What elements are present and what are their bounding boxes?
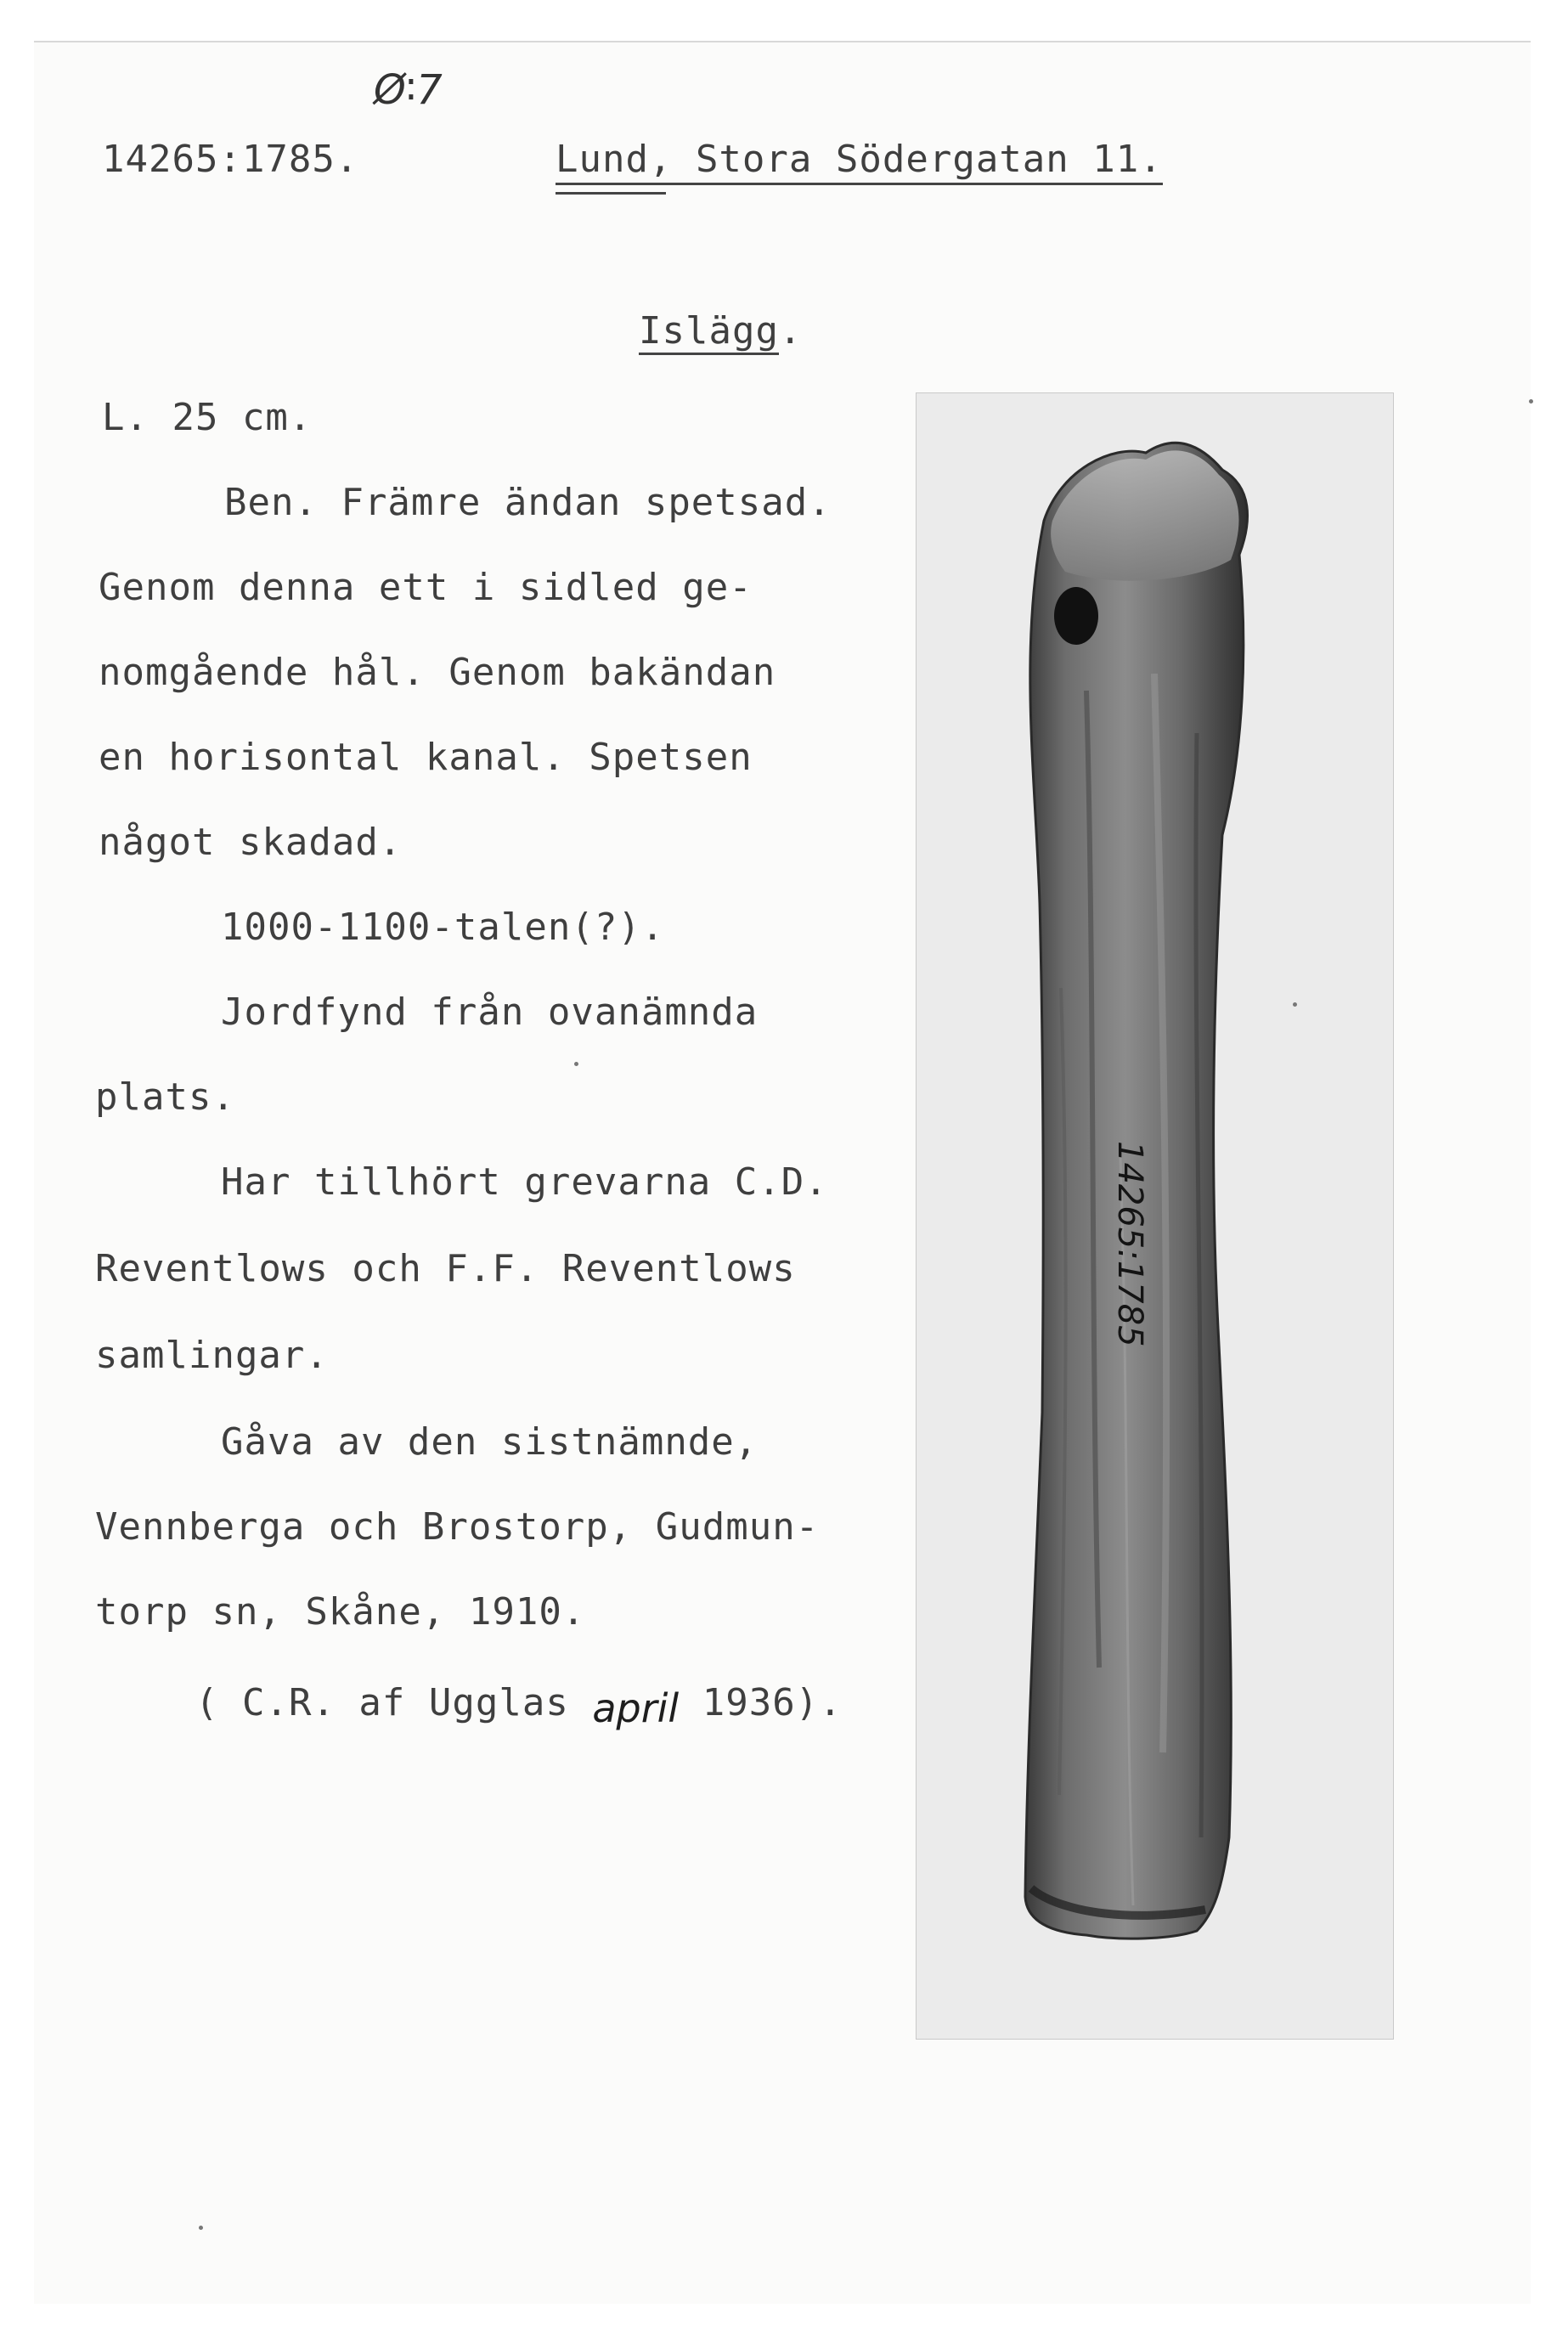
card-speck [199, 2226, 203, 2230]
desc-line-2: Genom denna ett i sidled ge- [99, 566, 753, 609]
signature-line [195, 1679, 843, 1731]
object-photo [916, 392, 1394, 2040]
signature-suffix: 1936). [702, 1681, 843, 1724]
bone-skate-illustration [917, 393, 1393, 2039]
location-double-underline [556, 192, 666, 195]
card-speck [574, 1062, 578, 1066]
object-name: Islägg [639, 309, 779, 355]
gift-line-3: torp sn, Skåne, 1910. [95, 1590, 586, 1634]
object-name-line [639, 309, 802, 353]
provenance-line-2: Reventlows och F.F. Reventlows [95, 1247, 796, 1290]
desc-line-1: Ben. Främre ändan spetsad. [224, 481, 832, 524]
length-line: L. 25 cm. [102, 396, 313, 439]
location-heading: Lund, Stora Södergatan 11. [556, 138, 1163, 185]
desc-line-3: nomgående hål. Genom bakändan [99, 651, 776, 694]
card-speck [1293, 1002, 1297, 1007]
find-line-1: Jordfynd från ovanämnda [221, 990, 759, 1034]
catalog-number: 14265:1785. [102, 138, 359, 181]
find-line-2: plats. [95, 1075, 235, 1119]
gift-line-2: Vennberga och Brostorp, Gudmun- [95, 1505, 820, 1549]
object-name-suffix: . [778, 309, 803, 353]
gift-line-1: Gåva av den sistnämnde, [221, 1420, 759, 1464]
provenance-line-3: samlingar. [95, 1334, 329, 1377]
signature-month-handwritten: april [592, 1685, 680, 1731]
provenance-line-1: Har tillhört grevarna C.D. [221, 1160, 828, 1204]
signature-prefix: ( C.R. af Ugglas [195, 1681, 569, 1724]
bone-hole [1054, 587, 1098, 645]
bone-inscription: 14265:1785 [1110, 1141, 1149, 1347]
dating-line: 1000-1100-talen(?). [221, 906, 665, 949]
card-speck [1529, 399, 1533, 404]
handwritten-mark: Ø∶7 [374, 66, 443, 114]
desc-line-4: en horisontal kanal. Spetsen [99, 736, 753, 779]
desc-line-5: något skadad. [99, 821, 403, 864]
